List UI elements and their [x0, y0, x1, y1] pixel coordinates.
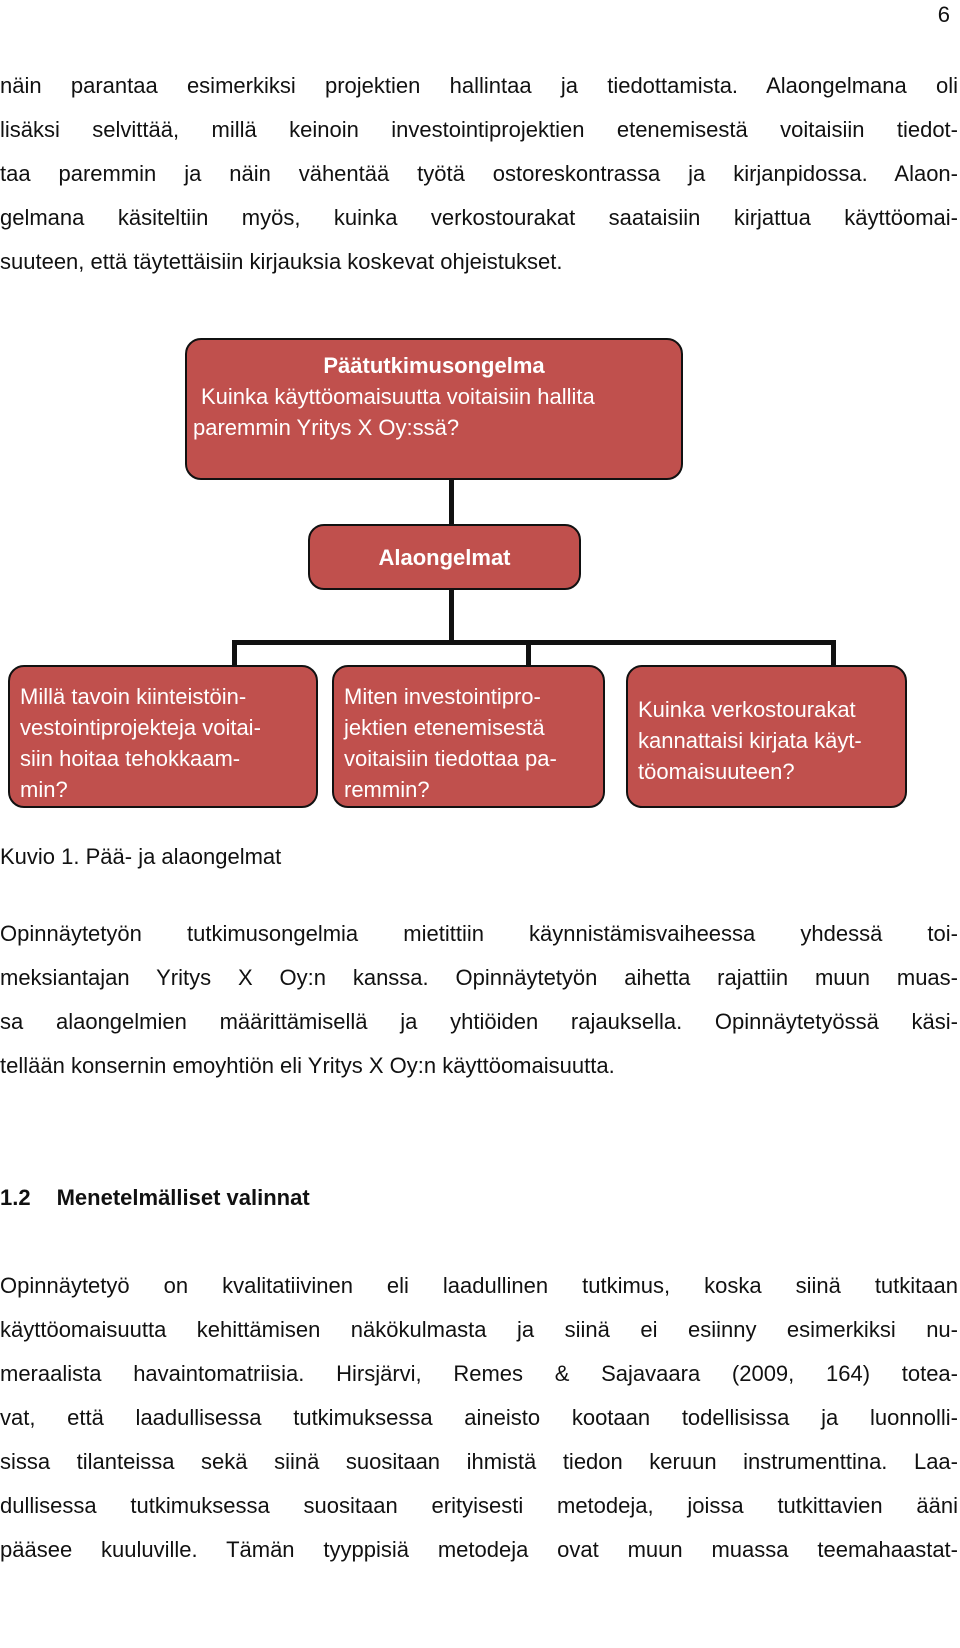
main-problem-title: Päätutkimusongelma — [323, 353, 545, 378]
text-line: dullisessa tutkimuksessa suositaan erityisesti metodeja, joissa tutkittavien ääni — [0, 1493, 958, 1518]
text-line: sa alaongelmien määrittämisellä ja yhtiöiden rajauksella. Opinnäytetyössä käsi- — [0, 1009, 958, 1034]
subproblem-line: töomaisuuteen? — [638, 759, 795, 784]
main-problem-line: paremmin Yritys X Oy:ssä? — [193, 415, 460, 440]
subproblem-line: Millä tavoin kiinteistöin- — [20, 684, 247, 709]
subproblem-box-3 — [626, 665, 907, 808]
subproblem-line: remmin? — [344, 777, 430, 802]
section-title: Menetelmälliset valinnat — [56, 1185, 310, 1210]
text-line: näin parantaa esimerkiksi projektien hallintaa ja tiedottamista. Alaongelmana oli — [0, 73, 958, 98]
subproblem-box-2 — [332, 665, 605, 808]
text-line: vat, että laadullisessa tutkimuksessa aineisto kootaan todellisissa ja luonnolli- — [0, 1405, 958, 1430]
page-number: 6 — [937, 2, 950, 27]
text-line: suuteen, että täytettäisiin kirjauksia koskevat ohjeistukset. — [0, 249, 563, 274]
subproblems-title: Alaongelmat — [378, 544, 511, 570]
figure-caption: Kuvio 1. Pää- ja alaongelmat — [0, 844, 282, 869]
subproblem-line: Kuinka verkostourakat — [638, 697, 856, 722]
main-problem-box — [185, 338, 683, 480]
subproblem-line: vestointiprojekteja voitai- — [20, 715, 261, 740]
text-line: meksiantajan Yritys X Oy:n kanssa. Opinnäytetyön aihetta rajattiin muun muas- — [0, 965, 958, 990]
subproblem-box-1 — [8, 665, 318, 808]
text-line: pääsee kuuluville. Tämän tyyppisiä metodeja ovat muun muassa teemahaastat- — [0, 1537, 958, 1562]
text-line: Opinnäytetyö on kvalitatiivinen eli laadullinen tutkimus, koska siinä tutkitaan — [0, 1273, 958, 1298]
section-number: 1.2 — [0, 1185, 31, 1210]
connector-to-child-2 — [526, 640, 531, 668]
subproblems-box — [308, 524, 581, 590]
text-line: gelmana käsiteltiin myös, kuinka verkostourakat saataisiin kirjattua käyttöomai- — [0, 205, 958, 230]
text-line: meraalista havaintomatriisia. Hirsjärvi, Remes & Sajavaara (2009, 164) totea- — [0, 1361, 958, 1386]
text-line: Opinnäytetyön tutkimusongelmia mietittiin käynnistämisvaiheessa yhdessä toi- — [0, 921, 958, 946]
text-line: taa paremmin ja näin vähentää työtä ostoreskontrassa ja kirjanpidossa. Alaon- — [0, 161, 958, 186]
text-line: käyttöomaisuutta kehittämisen näkökulmasta ja siinä ei esiinny esimerkiksi nu- — [0, 1317, 958, 1342]
section-heading — [0, 1185, 310, 1211]
subproblem-line: voitaisiin tiedottaa pa- — [344, 746, 557, 771]
main-problem-line: Kuinka käyttöomaisuutta voitaisiin hallita — [201, 384, 595, 409]
subproblem-line: siin hoitaa tehokkaam- — [20, 746, 241, 771]
connector-main-to-middle — [449, 478, 454, 528]
text-line: lisäksi selvittää, millä keinoin investointiprojektien etenemisestä voitaisiin tiedot- — [0, 117, 958, 142]
connector-to-child-1 — [232, 640, 237, 668]
subproblem-line: kannattaisi kirjata käyt- — [638, 728, 862, 753]
connector-to-child-3 — [831, 640, 836, 668]
text-line: tellään konsernin emoyhtiön eli Yritys X Oy:n käyttöomaisuutta. — [0, 1053, 615, 1078]
text-line: sissa tilanteissa sekä siinä suositaan ihmistä tiedon keruun instrumenttina. Laa- — [0, 1449, 958, 1474]
subproblem-line: Miten investointipro- — [344, 684, 541, 709]
connector-horizontal-bar — [232, 640, 836, 645]
subproblem-line: min? — [20, 777, 68, 802]
subproblem-line: jektien etenemisestä — [344, 715, 545, 740]
connector-middle-to-bar — [449, 587, 454, 643]
